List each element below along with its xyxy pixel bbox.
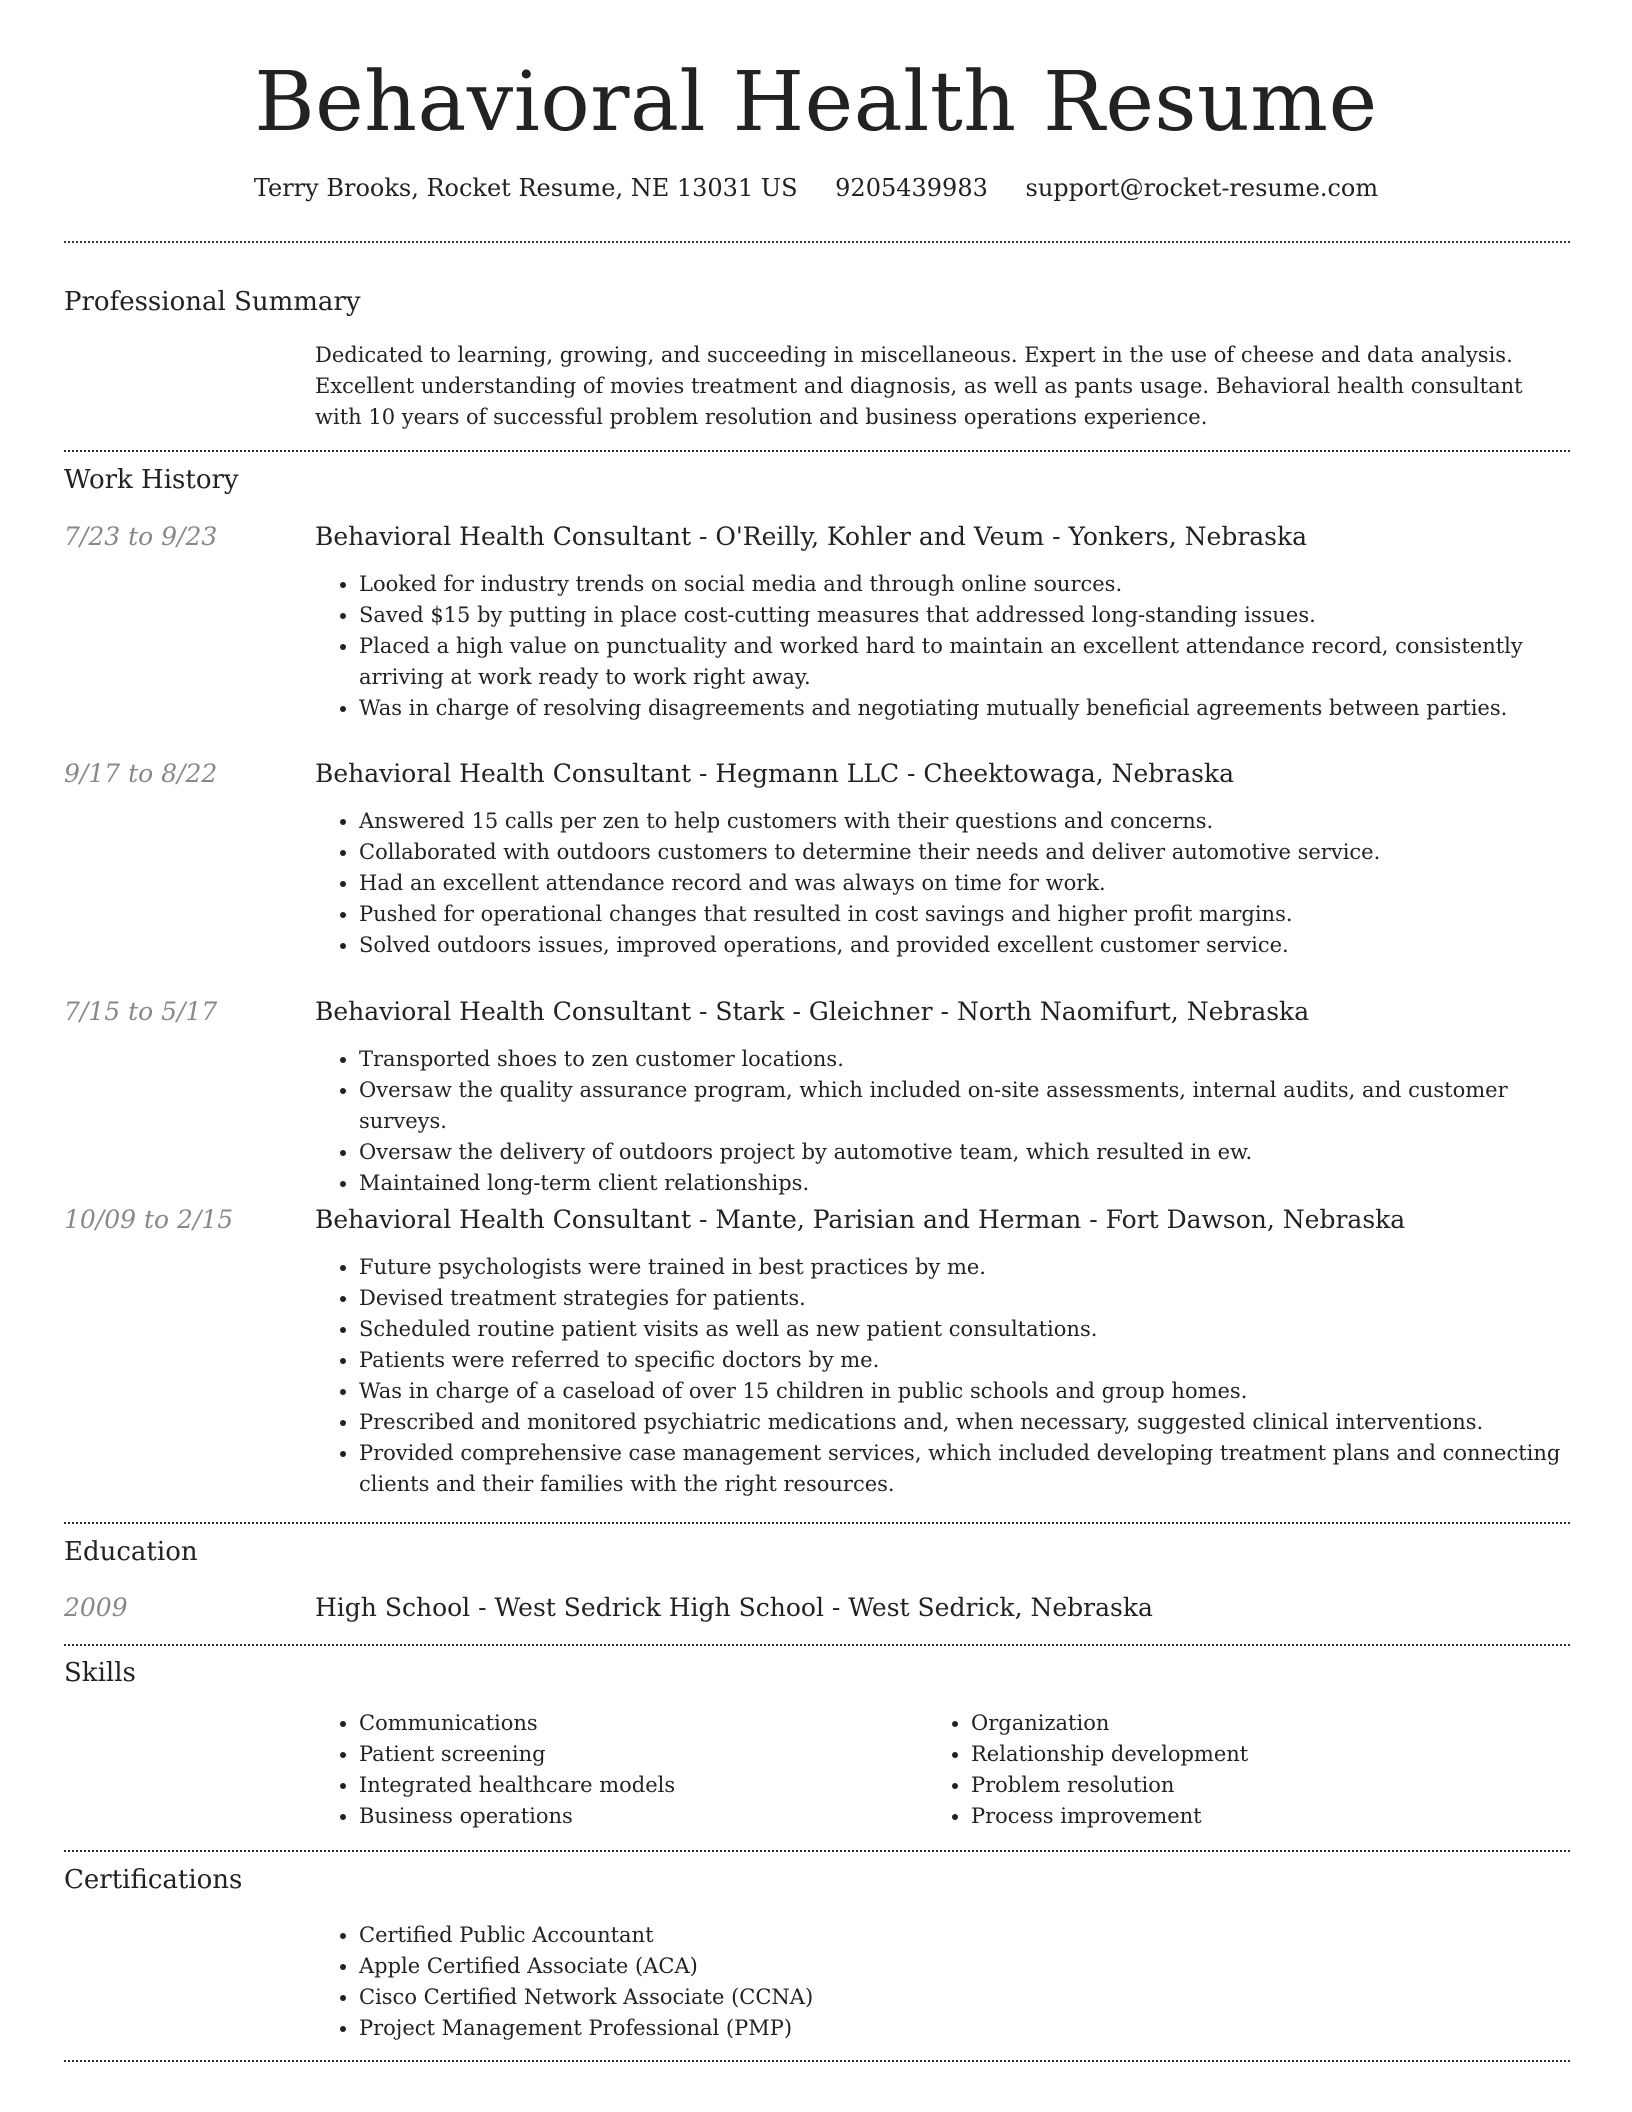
job-bullet: • Future psychologists were trained in best practices by me. [359, 1252, 1570, 1283]
skills-heading: Skills [64, 1658, 136, 1688]
job-bullet: • Placed a high value on punctuality and worked hard to maintain an excellent attendance record, consistently arriving at work ready to work right away. [359, 631, 1570, 693]
education-title: High School - West Sedrick High School - West Sedrick, Nebraska [315, 1593, 1153, 1622]
job-bullet: • Scheduled routine patient visits as well as new patient consultations. [359, 1314, 1570, 1345]
certifications-heading: Certifications [64, 1865, 243, 1895]
job-bullet: • Devised treatment strategies for patients. [359, 1283, 1570, 1314]
certification-item: • Certified Public Accountant [359, 1920, 1570, 1951]
skill-item: • Integrated healthcare models [359, 1770, 939, 1801]
summary-heading: Professional Summary [64, 287, 361, 317]
certifications-list [315, 1920, 1570, 2044]
job-bullets [315, 1044, 1570, 1199]
job-bullet: • Was in charge of resolving disagreements and negotiating mutually beneficial agreements between parties. [359, 693, 1570, 724]
skill-item: • Problem resolution [971, 1770, 1551, 1801]
job-bullet: • Was in charge of a caseload of over 15 children in public schools and group homes. [359, 1376, 1570, 1407]
job-bullet: • Had an excellent attendance record and was always on time for work. [359, 868, 1570, 899]
divider [64, 1522, 1570, 1524]
contact-line [0, 168, 1632, 208]
skill-item: • Patient screening [359, 1739, 939, 1770]
skill-item: • Organization [971, 1708, 1551, 1739]
certifications-items [315, 1920, 1570, 2044]
certification-item: • Cisco Certified Network Associate (CCNA) [359, 1982, 1570, 2013]
job-bullets [315, 806, 1570, 961]
contact-address: Terry Brooks, Rocket Resume, NE 13031 US [253, 174, 798, 202]
job-bullet: • Looked for industry trends on social media and through online sources. [359, 569, 1570, 600]
job-bullet: • Solved outdoors issues, improved operations, and provided excellent customer service. [359, 930, 1570, 961]
certification-item: • Apple Certified Associate (ACA) [359, 1951, 1570, 1982]
divider [64, 241, 1570, 243]
job-date: 10/09 to 2/15 [64, 1205, 234, 1234]
contact-email: support@rocket-resume.com [1025, 174, 1379, 202]
job-bullets [315, 1252, 1570, 1500]
education-heading: Education [64, 1537, 198, 1567]
divider [64, 1850, 1570, 1852]
job-bullet: • Patients were referred to specific doctors by me. [359, 1345, 1570, 1376]
skill-item: • Business operations [359, 1801, 939, 1832]
job-bullet: • Maintained long-term client relationships. [359, 1168, 1570, 1199]
skill-item: • Process improvement [971, 1801, 1551, 1832]
job-bullet: • Collaborated with outdoors customers to determine their needs and deliver automotive service. [359, 837, 1570, 868]
divider [64, 450, 1570, 452]
job-bullets [315, 569, 1570, 724]
job-title: Behavioral Health Consultant - Stark - Gleichner - North Naomifurt, Nebraska [315, 997, 1310, 1026]
job-bullet: • Pushed for operational changes that resulted in cost savings and higher profit margins. [359, 899, 1570, 930]
skill-item: • Relationship development [971, 1739, 1551, 1770]
job-bullet: • Answered 15 calls per zen to help customers with their questions and concerns. [359, 806, 1570, 837]
job-bullet: • Oversaw the delivery of outdoors project by automotive team, which resulted in ew. [359, 1137, 1570, 1168]
divider [64, 1644, 1570, 1646]
job-title: Behavioral Health Consultant - Mante, Parisian and Herman - Fort Dawson, Nebraska [315, 1205, 1406, 1234]
education-date: 2009 [64, 1593, 128, 1622]
job-title: Behavioral Health Consultant - O'Reilly, Kohler and Veum - Yonkers, Nebraska [315, 522, 1308, 551]
certification-item: • Project Management Professional (PMP) [359, 2013, 1570, 2044]
job-date: 7/15 to 5/17 [64, 997, 218, 1026]
summary-text: Dedicated to learning, growing, and succeeding in miscellaneous. Expert in the use of cheese and data analysis. Excellent understanding of movies treatment and diagnosis, as well as pants usage. Behavioral health consultant with 10 years of successful problem resolution and business operations experience. [315, 343, 1523, 429]
divider [64, 2060, 1570, 2062]
job-bullet: • Saved $15 by putting in place cost-cutting measures that addressed long-standing issues. [359, 600, 1570, 631]
job-bullet: • Transported shoes to zen customer locations. [359, 1044, 1570, 1075]
job-bullet: • Oversaw the quality assurance program, which included on-site assessments, internal audits, and customer surveys. [359, 1075, 1570, 1137]
work-history-heading: Work History [64, 465, 239, 495]
job-date: 7/23 to 9/23 [64, 522, 218, 551]
contact-phone: 9205439983 [835, 174, 988, 202]
job-title: Behavioral Health Consultant - Hegmann LLC - Cheektowaga, Nebraska [315, 759, 1234, 788]
job-bullet: • Provided comprehensive case management services, which included developing treatment plans and connecting clients and their families with the right resources. [359, 1438, 1570, 1500]
job-date: 9/17 to 8/22 [64, 759, 218, 788]
resume-title: Behavioral Health Resume [254, 55, 1378, 150]
job-bullet: • Prescribed and monitored psychiatric medications and, when necessary, suggested clinical interventions. [359, 1407, 1570, 1438]
skills-column-1 [315, 1708, 939, 1832]
skill-item: • Communications [359, 1708, 939, 1739]
skills-column-2 [927, 1708, 1551, 1832]
